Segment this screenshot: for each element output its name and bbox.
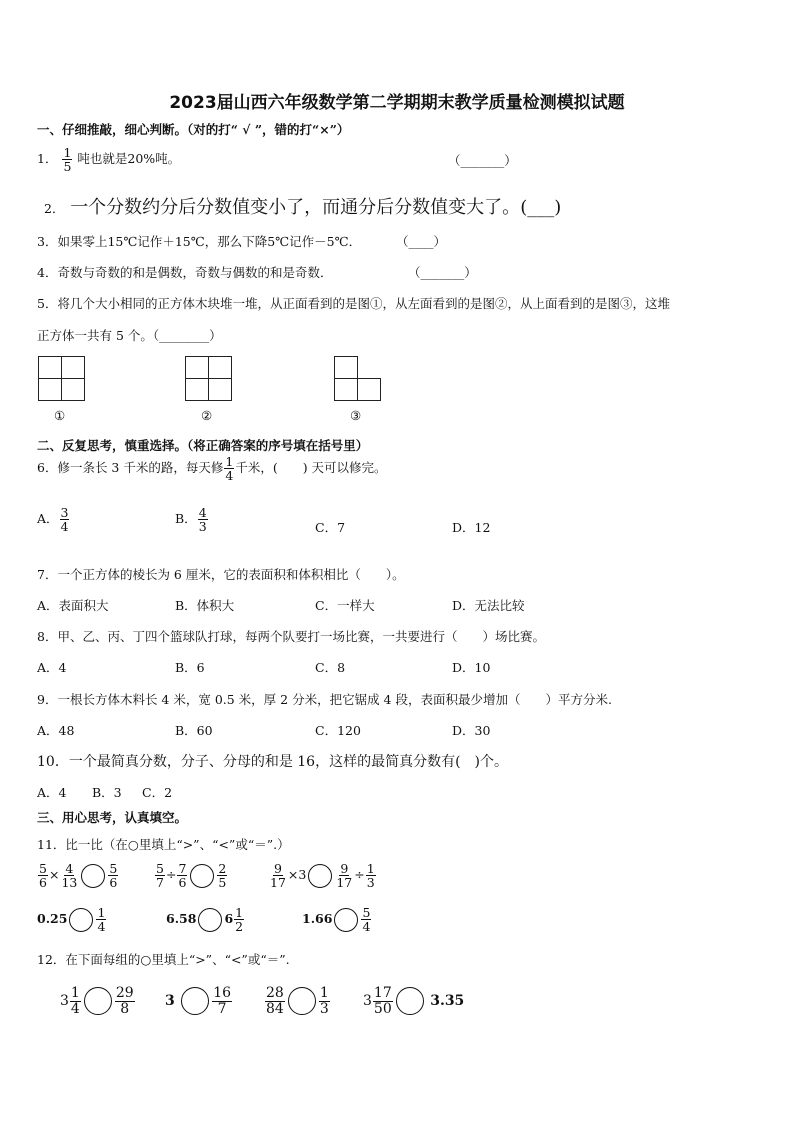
- fraction: $\frac{1}{5}$: [63, 145, 72, 175]
- question-7: 7．一个正方体的棱长为 6 厘米，它的表面积和体积相比（ ）。: [37, 567, 405, 582]
- compare-12-1: 3 $\frac{1}{4}$ $\frac{29}{8}$: [60, 985, 134, 1017]
- option-8b[interactable]: B．6: [175, 660, 205, 675]
- option-6b[interactable]: B． $\frac{4}{3}$: [175, 505, 207, 535]
- option-7d[interactable]: D．无法比较: [452, 598, 525, 613]
- option-7a[interactable]: A．表面积大: [37, 598, 109, 613]
- option-8d[interactable]: D．10: [452, 660, 491, 675]
- fraction: $\frac{1}{4}$: [225, 454, 234, 484]
- option-9a[interactable]: A．48: [37, 723, 75, 738]
- question-10: 10．一个最简真分数，分子、分母的和是 16，这样的最简真分数有( )个。: [37, 754, 509, 770]
- question-9: 9．一根长方体木料长 4 米，宽 0.5 米，厚 2 分米，把它锯成 4 段，表面积最少增加（ ）平方分米.: [37, 692, 612, 707]
- question-4: [37, 263, 332, 281]
- option-10c[interactable]: C．2: [142, 785, 173, 800]
- question-number: 1．: [37, 151, 58, 167]
- question-6: [37, 455, 387, 482]
- question-11: 11．比一比（在○里填上“>”、“<”或“＝”.）: [37, 837, 290, 852]
- compare-11-3: $\frac{9}{17}$ ×3 $\frac{9}{17}$ ÷ $\frac{1}{3}$: [270, 861, 375, 891]
- option-8a[interactable]: A．4: [37, 660, 67, 675]
- question-number: 3．: [37, 234, 58, 249]
- section-heading-3: 三、用心思考，认真填空。: [37, 810, 188, 825]
- compare-12-3: $\frac{28}{84}$ $\frac{1}{3}$: [266, 985, 329, 1017]
- question-text: 将几个大小相同的正方体木块堆一堆，从正面看到的是图①，从左面看到的是图②，从上面看到的是图③，这堆: [57, 296, 670, 311]
- figure-label-3: ③: [350, 408, 362, 423]
- question-2: [44, 193, 561, 219]
- option-9d[interactable]: D．30: [452, 723, 491, 738]
- compare-11-5: 6.58 6 $\frac{1}{2}$: [166, 905, 244, 935]
- question-number: 2．: [44, 201, 65, 216]
- question-number: 5．: [37, 296, 58, 311]
- answer-blank-4[interactable]: （_______）: [408, 265, 477, 280]
- compare-circle[interactable]: [198, 908, 222, 932]
- question-number: 4．: [37, 265, 58, 280]
- question-text: 一个分数约分后分数值变小了，而通分后分数值变大了。: [70, 197, 521, 218]
- question-text: 千米，( ) 天可以修完。: [235, 460, 387, 476]
- answer-blank-1[interactable]: （_______）: [448, 153, 517, 168]
- question-5-line2: 正方体一共有 5 个。（________）: [37, 328, 222, 343]
- compare-circle[interactable]: [308, 864, 332, 888]
- option-9c[interactable]: C．120: [315, 723, 361, 738]
- section-heading-1: 一、仔细推敲，细心判断。（对的打“ √ ”，错的打“×”）: [37, 122, 350, 137]
- question-8: 8．甲、乙、丙、丁四个篮球队打球，每两个队要打一场比赛，一共要进行（ ）场比赛。: [37, 629, 545, 644]
- compare-circle[interactable]: [84, 987, 112, 1015]
- compare-circle[interactable]: [396, 987, 424, 1015]
- compare-circle[interactable]: [181, 987, 209, 1015]
- question-5: [37, 294, 670, 312]
- section-heading-2: 二、反复思考，慎重选择。（将正确答案的序号填在括号里）: [37, 438, 369, 453]
- answer-blank-3[interactable]: （____）: [396, 234, 447, 249]
- question-text: 吨也就是20%吨。: [77, 151, 181, 167]
- option-6a[interactable]: A． $\frac{3}{4}$: [37, 505, 69, 535]
- compare-11-2: $\frac{5}{7}$ ÷ $\frac{7}{6}$ $\frac{2}{5}$: [156, 861, 227, 891]
- option-9b[interactable]: B．60: [175, 723, 213, 738]
- option-7b[interactable]: B．体积大: [175, 598, 235, 613]
- page-title: 2023届山西六年级数学第二学期期末教学质量检测模拟试题: [169, 93, 625, 113]
- compare-circle[interactable]: [334, 908, 358, 932]
- question-text: 如果零上15℃记作＋15℃，那么下降5℃记作－5℃．: [57, 234, 362, 249]
- option-6c[interactable]: C．7: [315, 520, 346, 535]
- compare-11-1: $\frac{5}{6}$ × $\frac{4}{13}$ $\frac{5}{6}$: [39, 861, 118, 891]
- question-text: 奇数与奇数的和是偶数，奇数与偶数的和是奇数．: [57, 265, 333, 280]
- figure-label-2: ②: [201, 408, 213, 423]
- figure-label-1: ①: [54, 408, 66, 423]
- compare-11-6: 1.66 $\frac{5}{4}$: [302, 905, 371, 935]
- option-10a[interactable]: A．4: [37, 785, 67, 800]
- question-1: [37, 146, 180, 173]
- question-3: [37, 232, 361, 250]
- compare-12-2: 3 $\frac{16}{7}$: [165, 985, 232, 1017]
- option-7c[interactable]: C．一样大: [315, 598, 375, 613]
- compare-11-4: 0.25 $\frac{1}{4}$: [37, 905, 106, 935]
- question-12: 12．在下面每组的○里填上“>”、“<”或“＝”.: [37, 952, 290, 967]
- compare-12-4: 3 $\frac{17}{50}$ 3.35: [363, 985, 465, 1017]
- compare-circle[interactable]: [190, 864, 214, 888]
- compare-circle[interactable]: [81, 864, 105, 888]
- answer-blank-2[interactable]: (___): [520, 197, 562, 218]
- option-8c[interactable]: C．8: [315, 660, 346, 675]
- question-text: 6．修一条长 3 千米的路，每天修: [37, 460, 224, 476]
- compare-circle[interactable]: [288, 987, 316, 1015]
- option-6d[interactable]: D．12: [452, 520, 491, 535]
- option-10b[interactable]: B．3: [92, 785, 122, 800]
- compare-circle[interactable]: [69, 908, 93, 932]
